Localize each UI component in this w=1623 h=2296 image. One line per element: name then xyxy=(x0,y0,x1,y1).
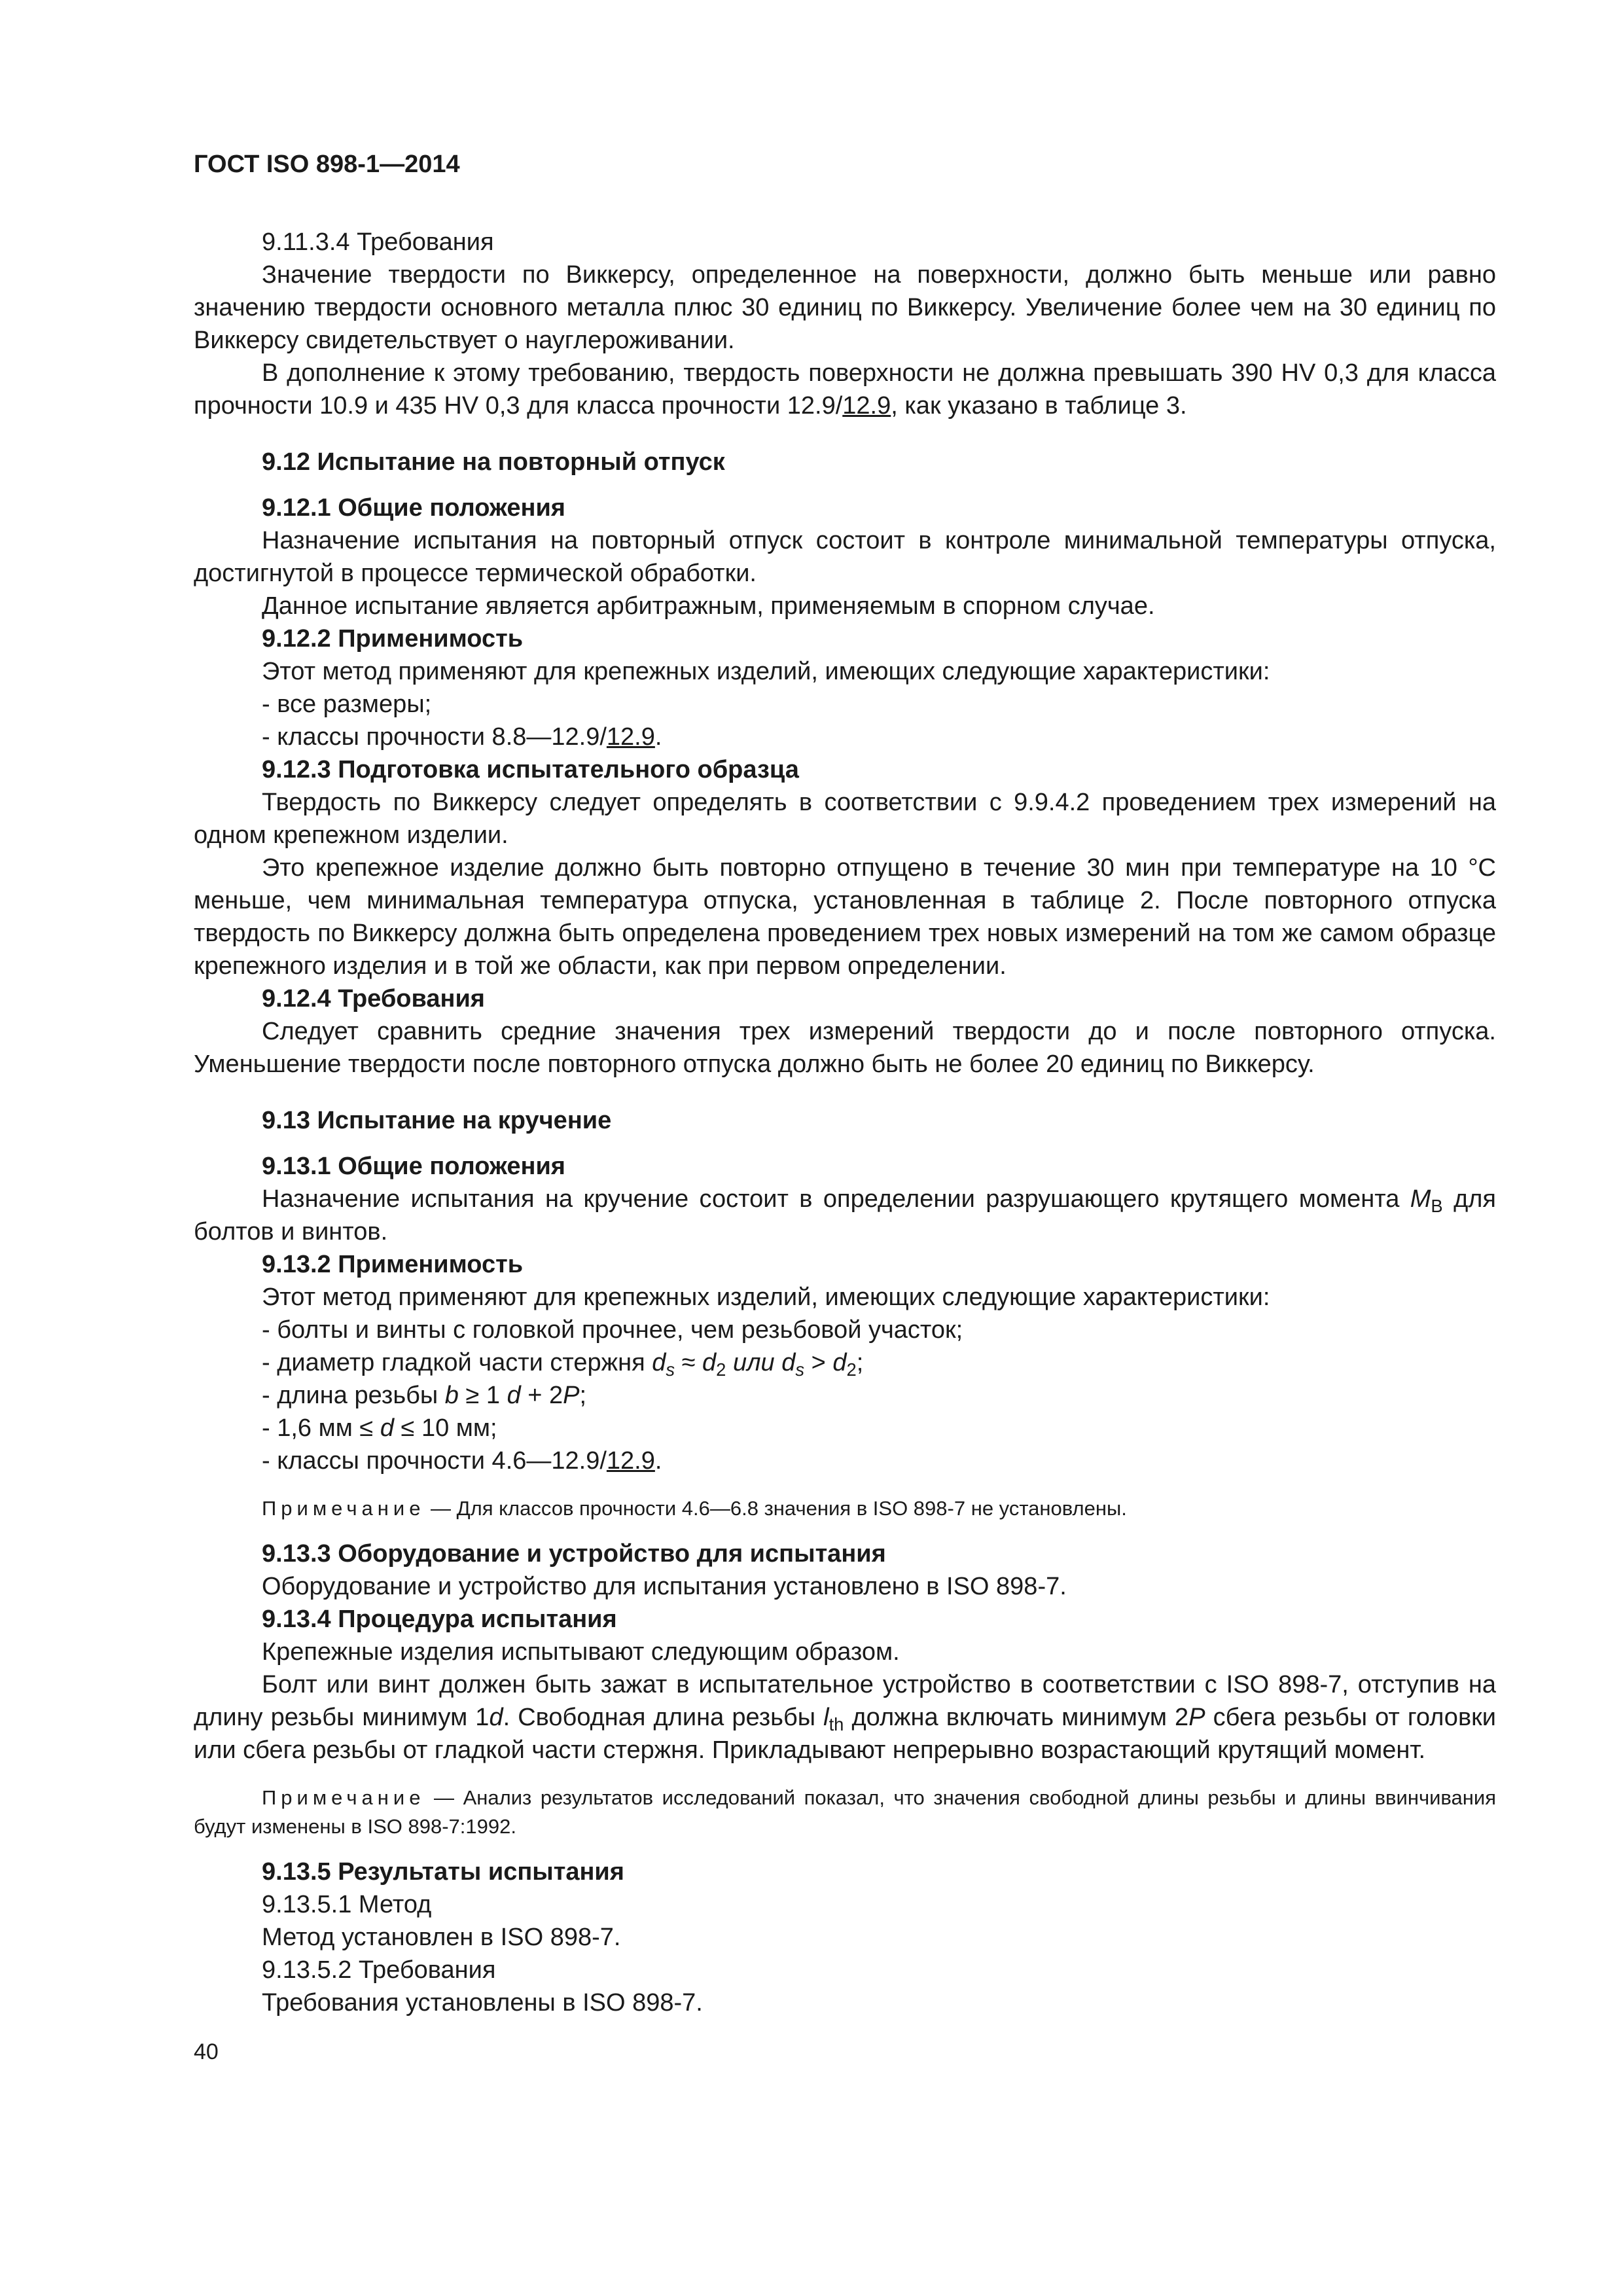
text-run: сбега резьбы от головки или сбега резьбы от гладкой части стержня. Прикладывают непрерывно возрастающий крутящий момент. xyxy=(194,1704,1496,1764)
text-run: - 1,6 мм ≤ xyxy=(262,1414,380,1442)
clause-9-11-3-4-heading: 9.11.3.4 Требования xyxy=(262,228,494,256)
clause-9-12-3-paragraph-1: Твердость по Виккерсу следует определять в соответствии с 9.9.4.2 проведением трех измерений на одном крепежном изделии. xyxy=(194,789,1496,849)
list-item xyxy=(194,721,1496,753)
text-run: Болт или винт должен быть зажат в испытательное устройство в соответствии с ISO 898-7, отступив на длину резьбы минимум 1 xyxy=(194,1671,1496,1731)
clause-9-13-4-paragraph-2 xyxy=(194,1668,1496,1767)
symbol: P xyxy=(563,1382,580,1409)
symbol: M xyxy=(1410,1185,1431,1213)
clause-9-12-3-paragraph-2: Это крепежное изделие должно быть повторно отпущено в течение 30 мин при температуре на 10 °С меньше, чем минимальная температура отпуска, установленная в таблице 2. После повторного отпуска твердость по Виккерсу должна быть определена проведением трех новых измерений на том же самом образце крепежного изделия и в той же области, как при первом определении. xyxy=(194,854,1496,980)
list-item xyxy=(194,1379,1496,1412)
subscript: s xyxy=(795,1359,805,1380)
clause-9-12-1-heading: 9.12.1 Общие положения xyxy=(262,494,565,522)
clause-9-12-4-paragraph: Следует сравнить средние значения трех измерений твердости до и после повторного отпуска. Уменьшение твердости после повторного отпуска должно быть не более 20 единиц по Виккерсу. xyxy=(194,1018,1496,1078)
clause-9-13-1-paragraph xyxy=(194,1183,1496,1248)
list-item: - все размеры; xyxy=(262,691,432,718)
text-run: - классы прочности 4.6—12.9/ xyxy=(262,1447,607,1475)
list-item xyxy=(194,1444,1496,1477)
text-run: , как указано в таблице 3. xyxy=(891,392,1187,420)
underlined-class: 12.9 xyxy=(606,723,655,751)
text-run: + 2 xyxy=(520,1382,563,1409)
section-9-12-heading: 9.12 Испытание на повторный отпуск xyxy=(262,448,725,476)
underlined-class: 12.9 xyxy=(606,1447,655,1475)
list-item: - болты и винты с головкой прочнее, чем резьбовой участок; xyxy=(262,1316,963,1344)
note-text: — Для классов прочности 4.6—6.8 значения в ISO 898-7 не установлены. xyxy=(425,1497,1127,1520)
symbol: d xyxy=(781,1349,796,1376)
clause-9-13-2-paragraph: Этот метод применяют для крепежных изделий, имеющих следующие характеристики: xyxy=(262,1283,1270,1311)
clause-9-13-3-paragraph: Оборудование и устройство для испытания установлено в ISO 898-7. xyxy=(262,1573,1067,1600)
subscript: 2 xyxy=(846,1359,857,1380)
page-number: 40 xyxy=(194,2039,219,2064)
clause-9-13-5-2-paragraph: Требования установлены в ISO 898-7. xyxy=(262,1989,703,2017)
clause-9-13-4-heading: 9.13.4 Процедура испытания xyxy=(262,1605,617,1633)
clause-9-13-5-heading: 9.13.5 Результаты испытания xyxy=(262,1858,624,1886)
symbol: d xyxy=(652,1349,666,1376)
text-run: . Свободная длина резьбы xyxy=(503,1704,824,1731)
clause-9-12-4-heading: 9.12.4 Требования xyxy=(262,985,485,1013)
text-run: - длина резьбы xyxy=(262,1382,445,1409)
list-item xyxy=(194,1346,1496,1379)
text-run: В дополнение к этому требованию, твердость поверхности не должна превышать 390 HV 0,3 для класса прочности 10.9 и 435 HV 0,3 для класса прочности 12.9/ xyxy=(194,359,1496,420)
clause-9-12-1-paragraph-1: Назначение испытания на повторный отпуск состоит в контроле минимальной температуры отпуска, достигнутой в процессе термической обработки. xyxy=(194,527,1496,587)
text-run: ; xyxy=(856,1349,864,1376)
clause-9-13-3-heading: 9.13.3 Оборудование и устройство для испытания xyxy=(262,1540,886,1568)
note-label: Примечание xyxy=(262,1786,425,1809)
list-item xyxy=(194,1412,1496,1444)
text-run: должна включать минимум 2 xyxy=(844,1704,1189,1731)
text-run: или xyxy=(726,1349,782,1376)
text-run: > xyxy=(804,1349,833,1376)
text-run: - классы прочности 8.8—12.9/ xyxy=(262,723,607,751)
text-run: Назначение испытания на кручение состоит в определении разрушающего крутящего момента xyxy=(262,1185,1410,1213)
note-label: Примечание xyxy=(262,1497,425,1520)
subscript: B xyxy=(1431,1196,1443,1217)
clause-9-13-5-2-heading: 9.13.5.2 Требования xyxy=(262,1956,496,1984)
text-run: для болтов и винтов. xyxy=(194,1185,1496,1246)
text-run: . xyxy=(654,723,662,751)
symbol: P xyxy=(1188,1704,1205,1731)
text-run: . xyxy=(654,1447,662,1475)
text-run: ≤ 10 мм; xyxy=(393,1414,497,1442)
document-body xyxy=(194,226,1496,2019)
underlined-class: 12.9 xyxy=(842,392,891,420)
symbol: d xyxy=(489,1704,503,1731)
symbol: d xyxy=(832,1349,847,1376)
symbol: d xyxy=(380,1414,394,1442)
symbol: d xyxy=(702,1349,717,1376)
symbol: l xyxy=(823,1704,829,1731)
clause-9-12-1-paragraph-2: Данное испытание является арбитражным, применяемым в спорном случае. xyxy=(262,592,1155,620)
subscript: th xyxy=(829,1714,844,1735)
clause-9-12-2-heading: 9.12.2 Применимость xyxy=(262,625,524,653)
text-run: ≥ 1 xyxy=(458,1382,507,1409)
text-run: ; xyxy=(579,1382,587,1409)
clause-9-11-3-4-paragraph-1: Значение твердости по Виккерсу, определенное на поверхности, должно быть меньше или равно значению твердости основного металла плюс 30 единиц по Виккерсу. Увеличение более чем на 30 единиц по Виккерсу свидетельствует о науглероживании. xyxy=(194,261,1496,354)
clause-9-13-2-heading: 9.13.2 Применимость xyxy=(262,1251,524,1278)
clause-9-13-5-1-heading: 9.13.5.1 Метод xyxy=(262,1891,432,1918)
text-run: ≈ xyxy=(675,1349,703,1376)
clause-9-13-1-heading: 9.13.1 Общие положения xyxy=(262,1153,565,1180)
note-1 xyxy=(194,1494,1496,1523)
note-2 xyxy=(194,1784,1496,1841)
clause-9-12-2-paragraph: Этот метод применяют для крепежных изделий, имеющих следующие характеристики: xyxy=(262,658,1270,685)
clause-9-12-3-heading: 9.12.3 Подготовка испытательного образца xyxy=(262,756,799,783)
subscript: s xyxy=(666,1359,675,1380)
clause-9-13-5-1-paragraph: Метод установлен в ISO 898-7. xyxy=(262,1924,621,1951)
section-9-13-heading: 9.13 Испытание на кручение xyxy=(262,1107,612,1134)
symbol: d xyxy=(507,1382,521,1409)
text-run: - диаметр гладкой части стержня xyxy=(262,1349,652,1376)
note-text: — Анализ результатов исследований показал, что значения свободной длины резьбы и длины ввинчивания будут изменены в ISO 898-7:1992. xyxy=(194,1786,1496,1838)
clause-9-11-3-4-paragraph-2 xyxy=(194,357,1496,422)
symbol: b xyxy=(444,1382,459,1409)
document-header: ГОСТ ISO 898-1—2014 xyxy=(194,151,460,178)
clause-9-13-4-paragraph-1: Крепежные изделия испытывают следующим образом. xyxy=(262,1638,900,1666)
subscript: 2 xyxy=(716,1359,726,1380)
